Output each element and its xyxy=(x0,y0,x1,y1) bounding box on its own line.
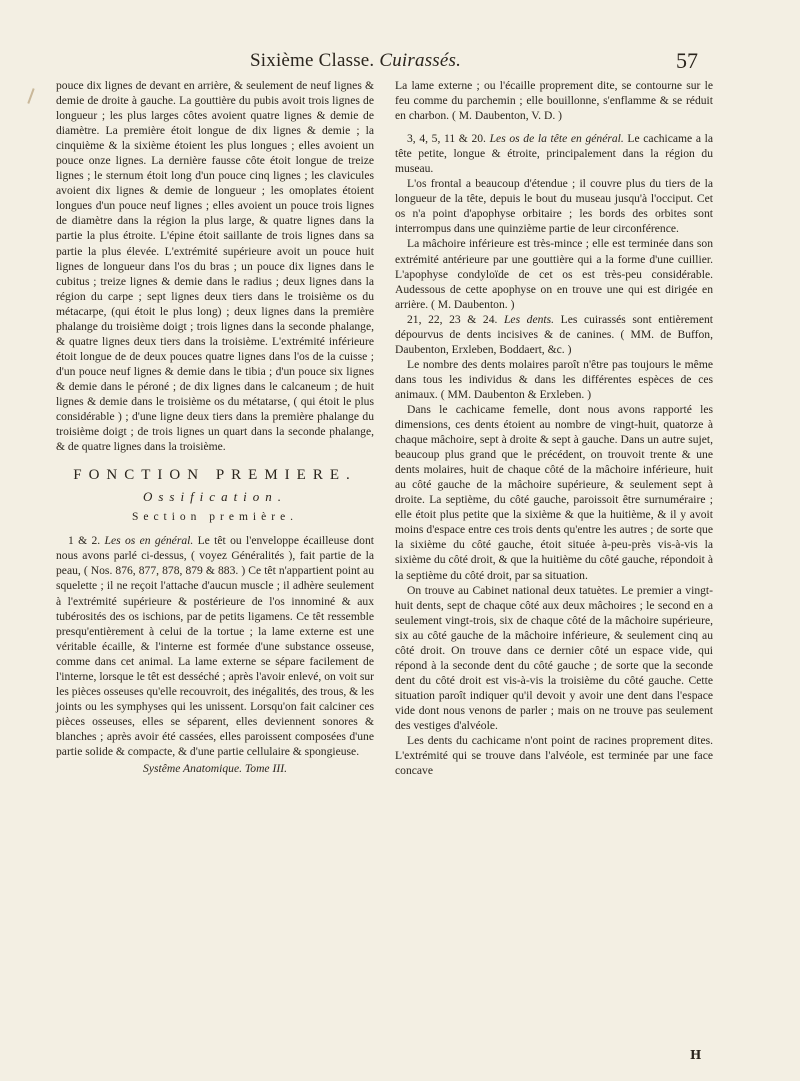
article-lead: Les os en général. xyxy=(104,534,194,548)
subheading-ossification: Ossification. xyxy=(142,489,288,505)
chapter-heading: FONCTION PREMIERE. xyxy=(73,467,357,484)
paragraph: Les dents du cachicame n'ont point de racines proprement dites. L'extrémité qui se trouve dans l'alvéole, est terminée par une face concave xyxy=(395,734,713,778)
article-number: 21, 22, 23 & 24. xyxy=(407,312,498,326)
family-title: Cuirassés. xyxy=(379,50,462,71)
paragraph: La mâchoire inférieure est très-mince ; elle est terminée dans son extrémité antérieure par une gouttière qui a la forme d'une cuillier. L'apophyse condyloïde de cet os est très-peu considérable. Audessous de cette apophyse on en trouve une qui est dirigée en arrière. ( M. Daubenton. ) xyxy=(395,237,713,311)
paragraph: pouce dix lignes de devant en arrière, & seulement de neuf lignes & demie de droite à gauche. La gouttière du pubis avoit trois lignes de longueur ; les plus larges côtes avoient quatre lignes & demie de diamètre. La première étoit longue de dix lignes & demie ; la cinquième & la sixième étoient les plus longues ; elles avoient un pouce onze lignes. La dernière fausse côte étoit longue de treize lignes ; le sternum étoit long d'un pouce cinq lignes ; les clavicules avoient dix lignes & demie de longueur ; les omoplates étoient longues d'un pouce neuf lignes ; elles avoient un pouce trois lignes de diamètre dans la région la plus large, & quatre lignes dans la partie la plus étroite. L'épine étoit saillante de trois lignes dans sa partie la plus élevée. L'extrémité supérieure avoit un pouce huit lignes de longueur dans l'os du bras ; un pouce dix lignes dans le cubitus ; treize lignes & demie dans le radius ; deux lignes dans la région du carpe ; sept lignes deux tiers dans le troisième os du métacarpe, (qui étoit le plus long) ; deux lignes dans la première phalange du troisième doigt ; trois lignes dans la seconde phalange, & quatre lignes deux tiers dans la troisième. L'extrémité inférieure étoit longue de de deux pouces quatre lignes dans l'os de la cuisse ; d'un pouce neuf lignes & demie dans le tibia ; d'un pouce six lignes & demie dans le péroné ; de dix lignes dans le calcaneum ; de huit lignes & demie dans le troisième os du métatarse, ( qui étoit le plus considérable ) ; d'une ligne deux tiers dans la première phalange du troisième doigt ; de trois lignes un quart dans la seconde phalange, & de quatre lignes dans la troisième. xyxy=(56,79,374,454)
class-title: Sixième Classe. xyxy=(250,50,375,71)
paragraph xyxy=(395,131,713,176)
page-number: 57 xyxy=(676,48,698,73)
paragraph: La lame externe ; ou l'écaille proprement dite, se contourne sur le feu comme du parchemin ; elle bouillonne, s'enflamme & se réduit en charbon. ( M. Daubenton, V. D. ) xyxy=(395,79,713,123)
running-header xyxy=(0,46,800,76)
paragraph xyxy=(56,533,374,759)
signature-line: Systême Anatomique. Tome III. xyxy=(143,762,287,776)
signature-mark: H xyxy=(690,1048,702,1062)
article-number: 3, 4, 5, 11 & 20. xyxy=(407,132,486,146)
paragraph: Le nombre des dents molaires paroît n'être pas toujours le même dans tous les individus & dans les différentes espèces de ces animaux. ( MM. Daubenton & Erxleben. ) xyxy=(395,357,713,401)
running-title xyxy=(250,50,461,72)
paragraph: Dans le cachicame femelle, dont nous avons rapporté les dimensions, ces dents étoient au nombre de vingt-huit, quatorze à chaque mâchoire, sept à droite & sept à gauche. Dans un autre sujet, beaucoup plus grand que le précédent, on trouvoit trente & une dents molaires, huit de chaque côté de la mâchoire inférieure, huit au côté gauche de la mâchoire supérieure, & seulement sept à droite. La septième, du côté gauche, paroissoit être surnuméraire ; elle étoit plus petite que la sixième & que la huitième, & il y avoit moins d'espace entre ces trois dents qu'entre les autres ; de sorte que la sixième du côté gauche, étoit située à-peu-près vis-à-vis la sixième du côté droit, & que la huitième du côté gauche, répondoit à la septième du côté droit, par sa situation. xyxy=(395,402,713,582)
right-column xyxy=(395,78,713,778)
paragraph xyxy=(395,312,713,357)
article-number: 1 & 2. xyxy=(68,534,101,548)
margin-mark xyxy=(27,88,34,104)
section-heading: Section première. xyxy=(131,511,299,524)
article-text: Les cuirassés sont entièrement dépourvus de dents incisives & de canines. ( MM. de Buffon, Daubenton, Erxleben, Boddaert, &c. ) xyxy=(395,312,713,356)
article-lead: Les os de la tête en général. xyxy=(489,132,624,146)
article-text: Le cachicame a la tête petite, longue & étroite, principalement dans la région du museau. xyxy=(395,132,713,176)
left-column xyxy=(56,78,374,776)
paragraph: L'os frontal a beaucoup d'étendue ; il couvre plus du tiers de la longueur de la tête, depuis le bout du museau jusqu'à l'occiput. Cet os n'a point d'apophyse orbitaire ; les bords des orbites sont interrompus dans une quinzième partie de leur circonférence. xyxy=(395,177,713,236)
article-lead: Les dents. xyxy=(503,312,555,326)
article-text: Le têt ou l'enveloppe écailleuse dont nous avons parlé ci-dessus, ( voyez Généralités ), fait partie de la peau, ( Nos. 876, 877, 878, 879 & 883. ) Ce têt n'appartient point au squelette ; il ne reçoit l'attache d'aucun muscle ; il adhère seulement à l'extrémité supérieure & postérieure de l'os innominé & aux tubérosités des os ischions, par de petits ligamens. Ce têt ressemble presqu'entièrement à celui de la tortue ; la lame externe est une véritable écaille, & l'interne est formée d'une substance osseuse, comme dans cet animal. La lame externe se sépare facilement de l'interne, lorsque le têt est desséché ; après l'avoir enlevé, on voit sur les pièces osseuses qu'elle recouvroit, des inégalités, des trous, & les joints ou les symphyses qui les unissent. Lorsqu'on fait calciner ces pièces osseuses, elles se séparent, elles deviennent sonores & blanches ; après avoir été cassées, elles paroissent composées d'une partie solide & compacte, & d'une partie cellulaire & spongieuse. xyxy=(56,534,374,758)
paragraph: On trouve au Cabinet national deux tatuètes. Le premier a vingt-huit dents, sept de chaque côté aux deux mâchoires ; le second en a seulement vingt-trois, six de chaque côté de la mâchoire supérieure, six au côté gauche de la mâchoire inférieure, & seulement cinq au côté droit. On trouve dans ce dernier côté un espace vide, qui répond à la seconde dent du côté gauche ; de sorte que la seconde dent du côté droit est vis-à-vis la troisième du côté gauche. Cette situation paroît indiquer qu'il devoit y avoir une dent dans l'espace vide dont nous venons de parler ; mais on ne trouve pas seulement des vestiges d'alvéole. xyxy=(395,583,713,732)
